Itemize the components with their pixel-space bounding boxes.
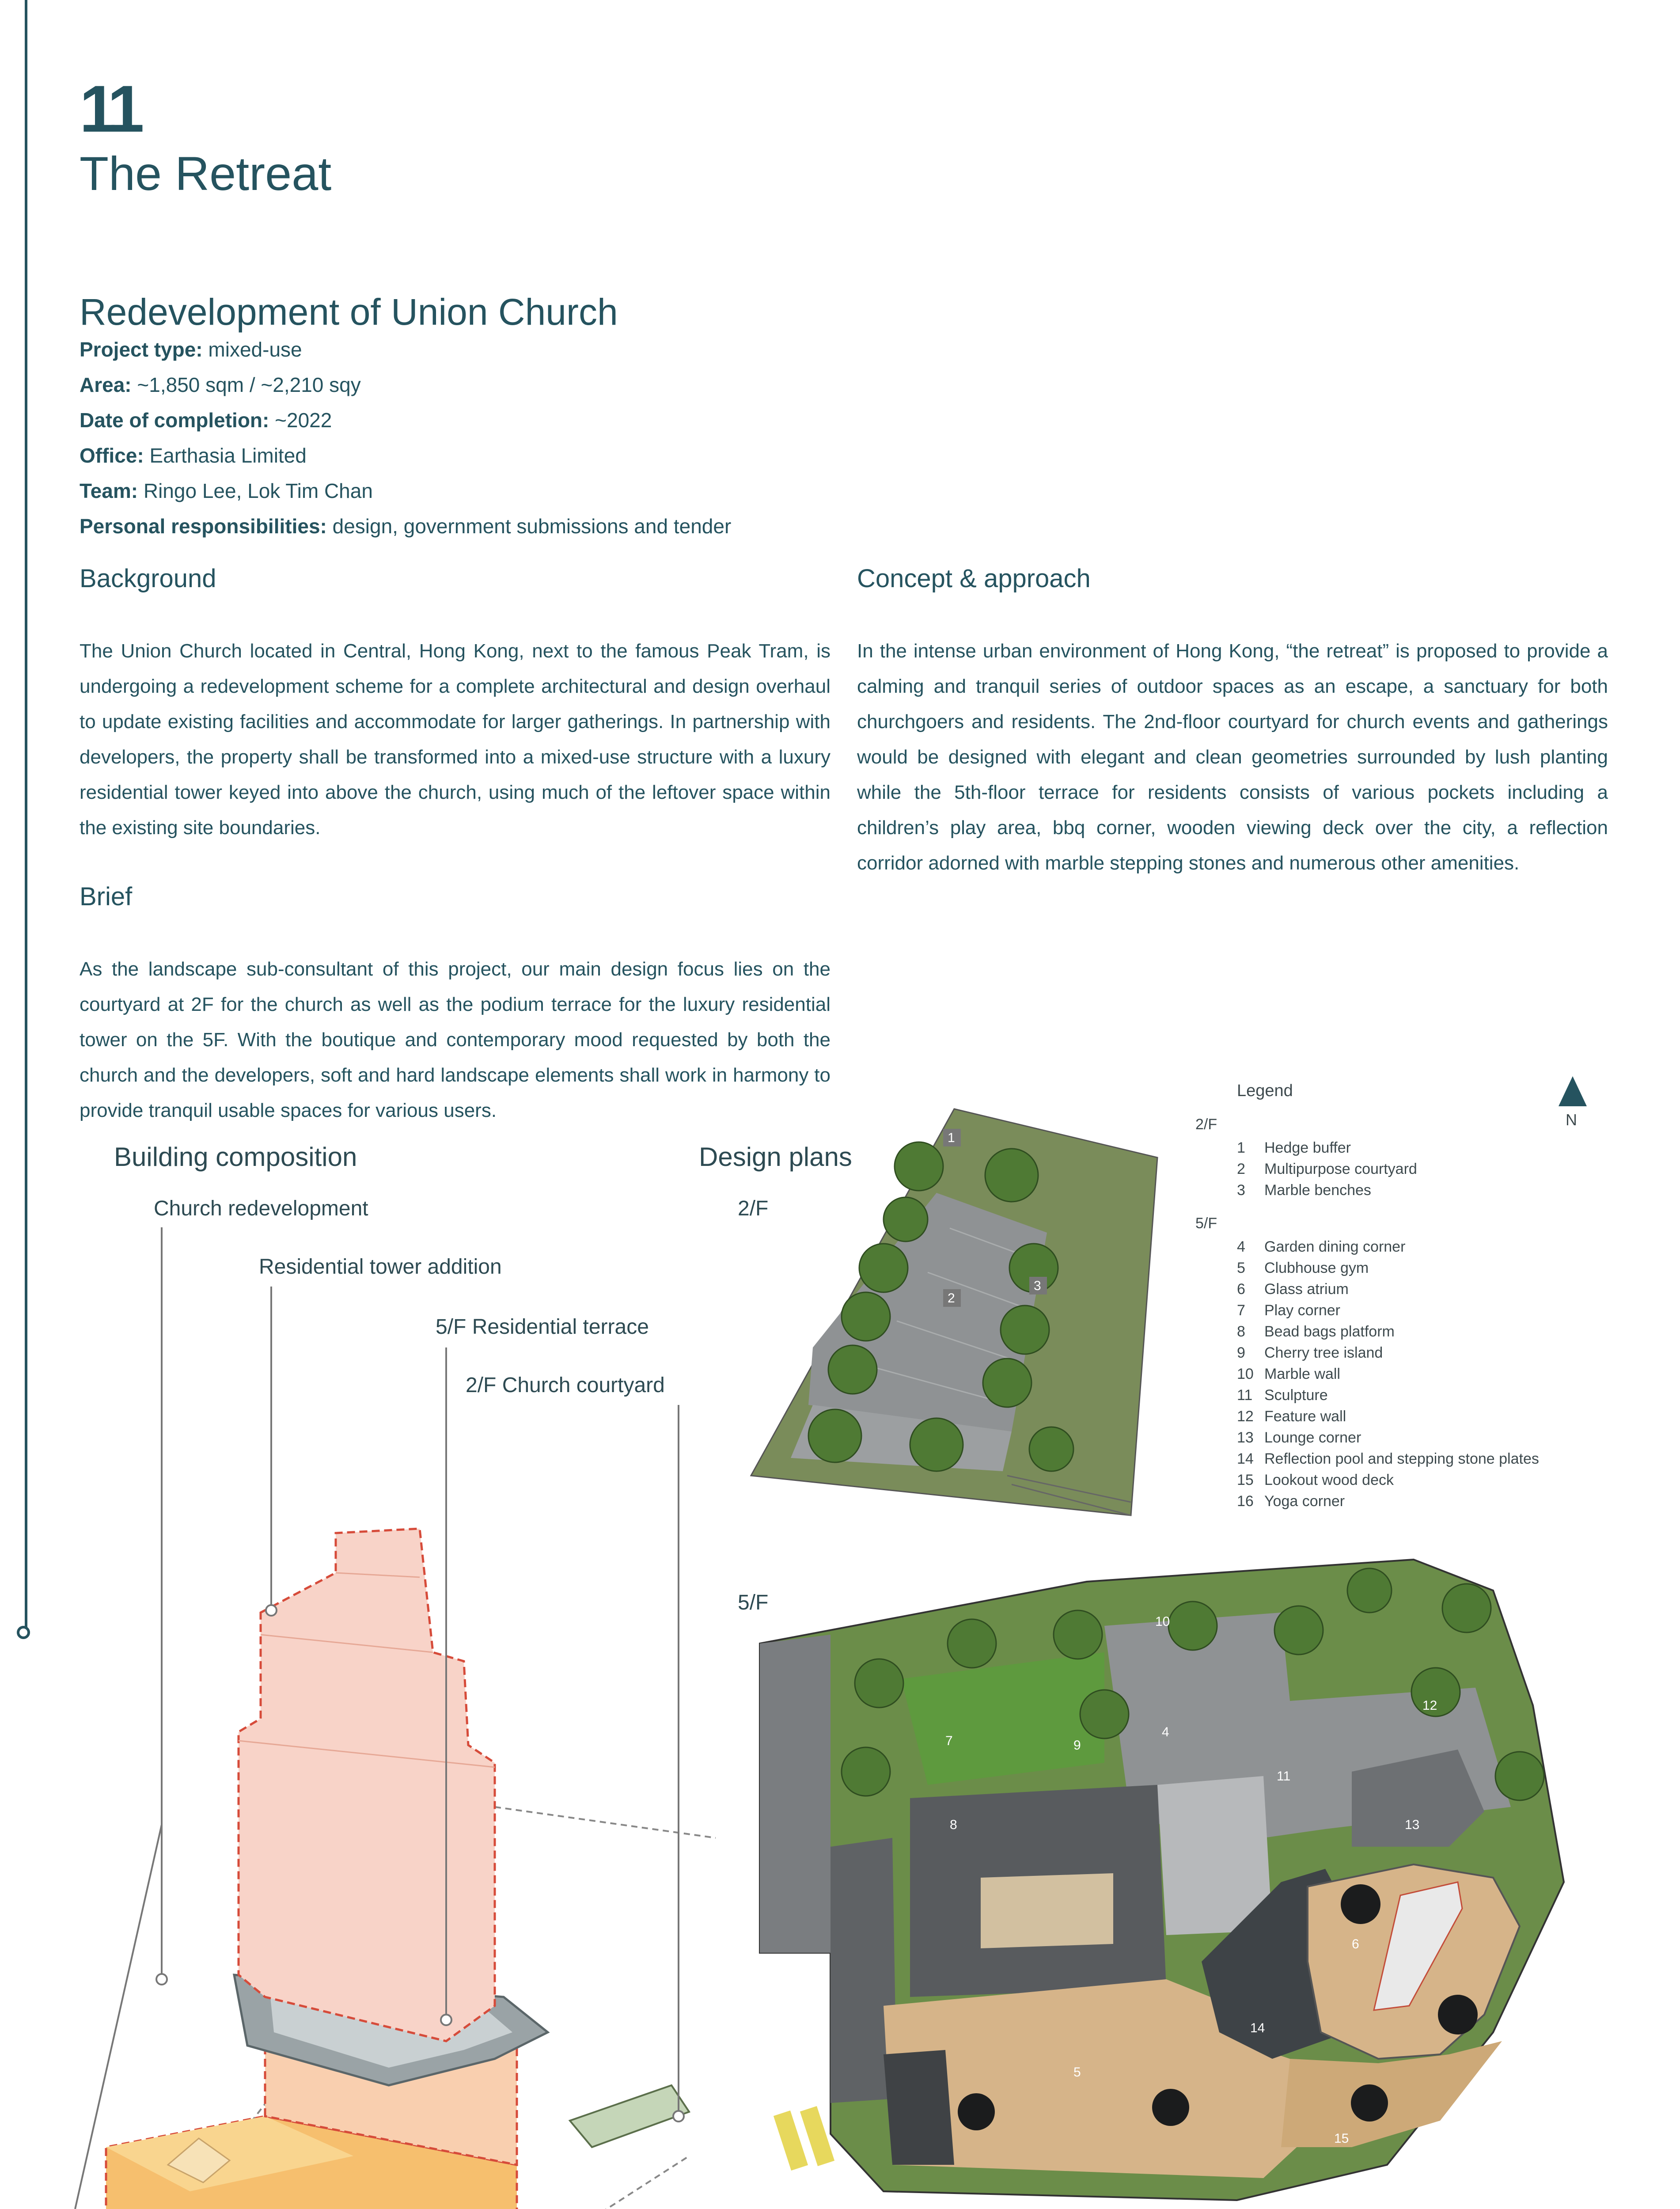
svg-text:10: 10: [1155, 1614, 1170, 1629]
meta-office: Office: Earthasia Limited: [80, 444, 307, 467]
legend-item: 15 Lookout wood deck: [1237, 1472, 1394, 1488]
concept-heading: Concept & approach: [857, 564, 1091, 593]
legend-item: 16 Yoga corner: [1237, 1493, 1345, 1510]
svg-text:7: 7: [945, 1734, 953, 1748]
svg-text:9: 9: [1073, 1738, 1081, 1753]
legend-item: 13 Lounge corner: [1237, 1429, 1361, 1446]
legend-floor-2f: 2/F: [1195, 1116, 1217, 1133]
chapter-title: The Retreat: [80, 147, 332, 200]
plan-2f: [733, 1104, 1175, 1568]
legend-list-2f: [1237, 1137, 1417, 1201]
svg-text:15: 15: [1334, 2131, 1349, 2146]
meta-responsibilities: Personal responsibilities: design, government submissions and tender: [80, 515, 732, 538]
meta-team: Team: Ringo Lee, Lok Tim Chan: [80, 479, 373, 502]
svg-text:6: 6: [1352, 1937, 1359, 1951]
legend-item: 6 Glass atrium: [1237, 1281, 1349, 1298]
chapter-number: 11: [80, 72, 139, 146]
background-heading: Background: [80, 564, 216, 593]
svg-text:16: 16: [793, 2096, 808, 2110]
north-label: N: [1566, 1111, 1577, 1129]
building-composition-title: Building composition: [114, 1142, 357, 1172]
legend-item: 14 Reflection pool and stepping stone plates: [1237, 1450, 1539, 1467]
legend-list-5f: [1237, 1236, 1539, 1512]
legend-floor-5f: 5/F: [1195, 1215, 1217, 1232]
svg-text:1: 1: [948, 1131, 955, 1145]
svg-text:12: 12: [1422, 1698, 1437, 1713]
plan-2f-label: 2/F: [738, 1197, 769, 1220]
legend-title: Legend: [1237, 1082, 1293, 1100]
north-arrow-icon: [1555, 1074, 1590, 1109]
legend-item: 1 Hedge buffer: [1237, 1139, 1351, 1156]
legend-item: 10 Marble wall: [1237, 1366, 1340, 1382]
svg-text:14: 14: [1250, 2021, 1265, 2035]
label-church-redevelopment: Church redevelopment: [154, 1197, 368, 1220]
side-rule: [25, 0, 27, 1630]
background-text: The Union Church located in Central, Hong Kong, next to the famous Peak Tram, is undergoing a redevelopment scheme for a complete architectural and design overhaul to update existing facilities and accommodate for larger gatherings. In partnership with developers, the property shall be transformed into a mixed-use structure with a luxury residential tower keyed into above the church, using much of the leftover space within the existing site boundaries.: [80, 640, 831, 839]
meta-date: Date of completion: ~2022: [80, 409, 332, 432]
legend-item: 4 Garden dining corner: [1237, 1238, 1406, 1255]
label-5f-terrace: 5/F Residential terrace: [436, 1315, 649, 1339]
legend-item: 7 Play corner: [1237, 1302, 1340, 1319]
meta-area: Area: ~1,850 sqm / ~2,210 sqy: [80, 373, 361, 396]
legend-item: 12 Feature wall: [1237, 1408, 1346, 1425]
design-plans-title: Design plans: [699, 1142, 852, 1172]
meta-project-type: Project type: mixed-use: [80, 338, 302, 361]
svg-text:4: 4: [1162, 1725, 1169, 1739]
project-title: Redevelopment of Union Church: [80, 291, 618, 333]
legend-item: 8 Bead bags platform: [1237, 1323, 1395, 1340]
svg-text:3: 3: [1034, 1279, 1041, 1293]
label-residential-tower: Residential tower addition: [259, 1255, 502, 1279]
svg-text:2: 2: [948, 1291, 955, 1306]
svg-text:13: 13: [1405, 1818, 1420, 1832]
legend-item: 2 Multipurpose courtyard: [1237, 1161, 1417, 1177]
brief-heading: Brief: [80, 882, 133, 911]
building-composition-diagram: [66, 1211, 729, 2209]
svg-text:5: 5: [1073, 2065, 1081, 2080]
legend-item: 5 Clubhouse gym: [1237, 1260, 1369, 1276]
legend-item: 9 Cherry tree island: [1237, 1344, 1383, 1361]
label-2f-courtyard: 2/F Church courtyard: [466, 1374, 665, 1397]
plan-5f-label: 5/F: [738, 1591, 769, 1614]
brief-text: As the landscape sub-consultant of this project, our main design focus lies on the courtyard at 2F for the church as well as the podium terrace for the luxury residential tower on the 5F. With the boutique and contemporary mood requested by both the church and the developers, soft and hard landscape elements shall work in harmony to provide tranquil usable spaces for various users.: [80, 958, 831, 1121]
legend-item: 11 Sculpture: [1237, 1387, 1328, 1404]
plan-5f: [751, 1546, 1573, 2209]
legend-item: 3 Marble benches: [1237, 1182, 1371, 1199]
svg-text:11: 11: [1277, 1769, 1291, 1784]
side-rule-dot: [17, 1626, 30, 1639]
svg-text:8: 8: [950, 1818, 957, 1832]
concept-text: In the intense urban environment of Hong Kong, “the retreat” is proposed to provide a calming and tranquil series of outdoor spaces as an escape, a sanctuary for both churchgoers and residents. The 2nd-floor courtyard for church events and gatherings would be designed with elegant and clean geometries surrounded by lush planting while the 5th-floor terrace for residents consists of various pockets including a children’s play area, bbq corner, wooden viewing deck over the city, a reflection corridor adorned with marble stepping stones and numerous other amenities.: [857, 640, 1608, 874]
